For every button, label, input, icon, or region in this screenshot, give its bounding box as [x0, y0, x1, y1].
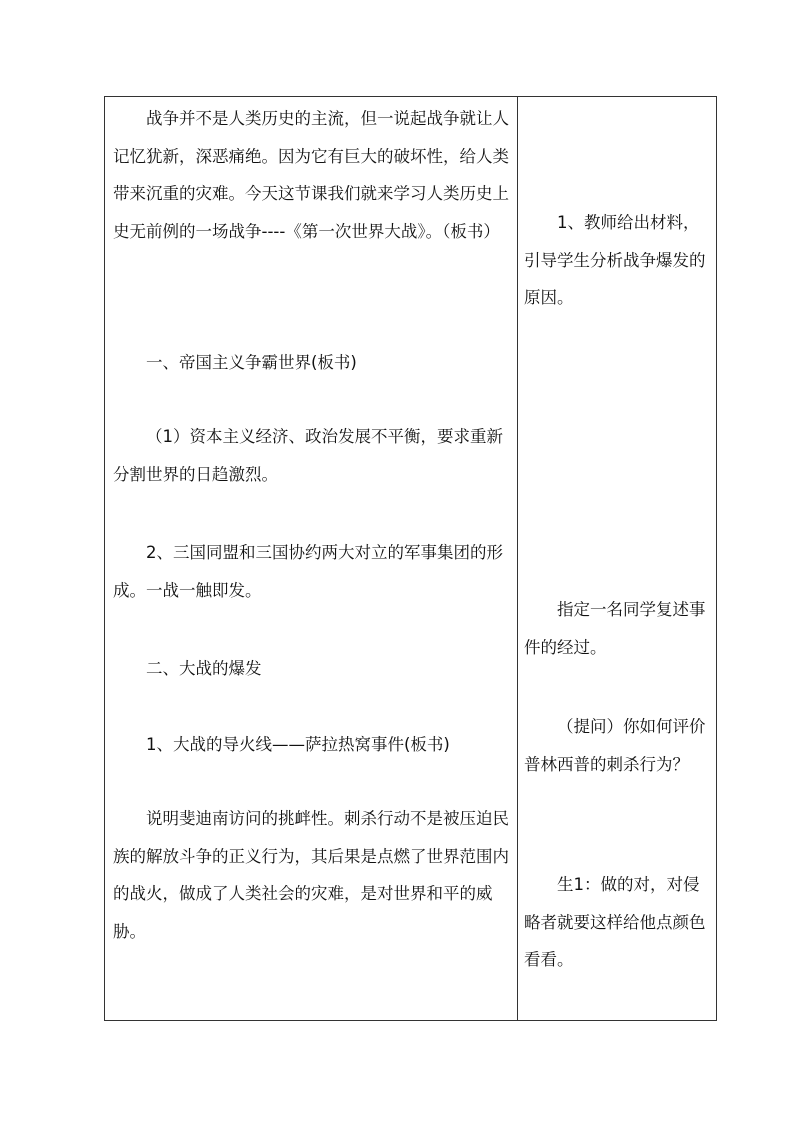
- teaching-content-column: [105, 97, 518, 1020]
- section-two-heading: 二、大战的爆发: [146, 659, 262, 678]
- fuse-heading: 1、大战的导火线——萨拉热窝事件(板书): [146, 735, 450, 754]
- teacher-note: 1、教师给出材料，引导学生分析战争爆发的原因。: [524, 213, 706, 307]
- retell-note: 指定一名同学复述事件的经过。: [524, 600, 706, 657]
- activity-column: [518, 97, 716, 1020]
- point-two-paragraph: 2、三国同盟和三国协约两大对立的军事集团的形成。一战一触即发。: [113, 543, 503, 600]
- student-answer: 生1：做的对，对侵略者就要这样给他点颜色看看。: [524, 875, 706, 969]
- intro-paragraph: 战争并不是人类历史的主流，但一说起战争就让人记忆犹新，深恶痛绝。因为它有巨大的破坏性，给人类带来沉重的灾难。今天这节课我们就来学习人类历史上史无前例的一场战争----《第一次世界大战》。（板书）: [113, 109, 509, 241]
- lesson-table: [104, 96, 717, 1021]
- explanation-paragraph: 说明斐迪南访问的挑衅性。刺杀行动不是被压迫民族的解放斗争的正义行为，其后果是点燃了世界范围内的战火，做成了人类社会的灾难，是对世界和平的威胁。: [113, 809, 509, 941]
- section-one-heading: 一、帝国主义争霸世界(板书): [146, 353, 357, 372]
- question-note: （提问）你如何评价普林西普的刺杀行为？: [524, 717, 706, 774]
- point-one-paragraph: （1）资本主义经济、政治发展不平衡，要求重新分割世界的日趋激烈。: [113, 427, 503, 484]
